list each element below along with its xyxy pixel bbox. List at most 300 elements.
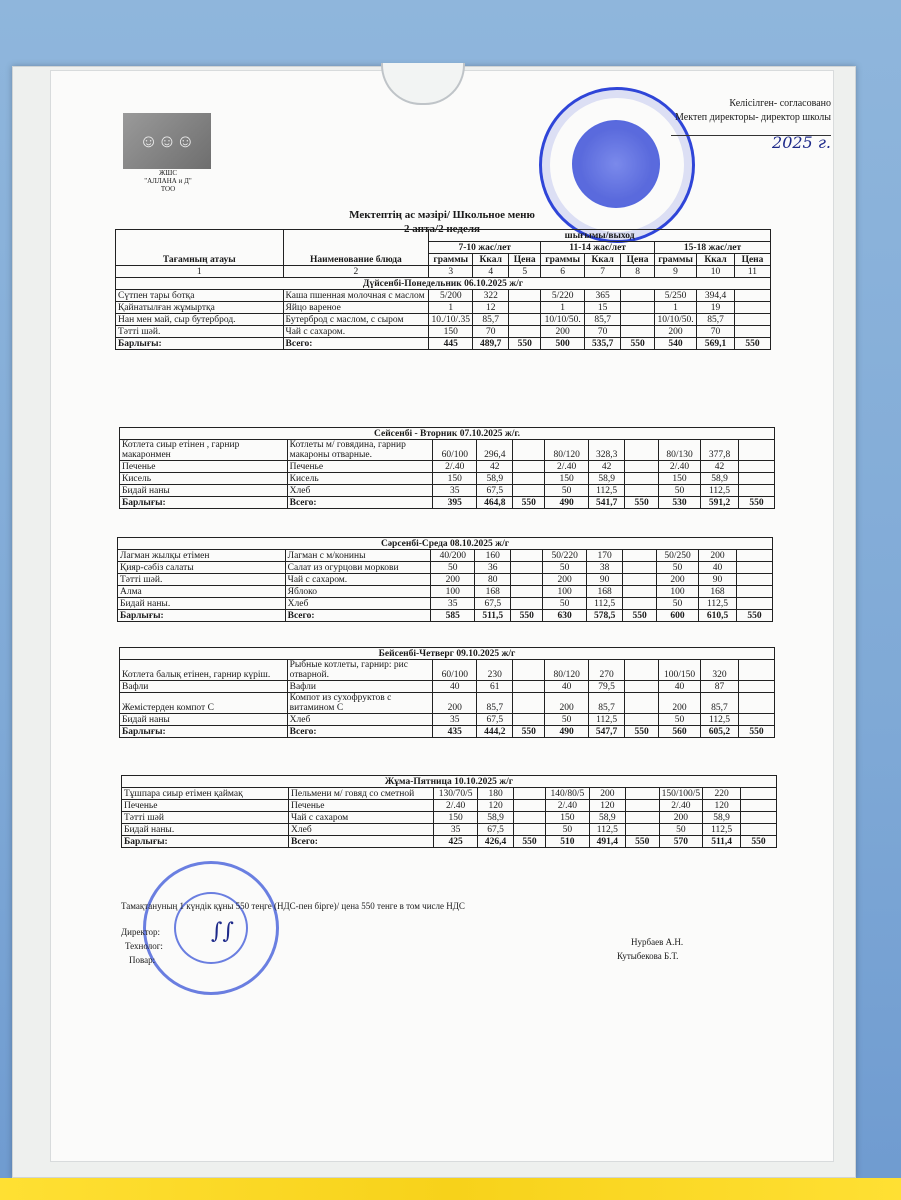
table-cell: 3 <box>429 266 473 278</box>
table-cell: 550 <box>625 497 659 509</box>
table-cell <box>623 598 657 610</box>
table-cell <box>738 681 774 693</box>
table-cell <box>623 574 657 586</box>
table-cell: 10./10/.35 <box>429 314 473 326</box>
table-cell: Қияр-сәбіз салаты <box>118 562 286 574</box>
table-cell: 445 <box>429 338 473 350</box>
table-cell: 100 <box>657 586 699 598</box>
logo-image: ☺☺☺ <box>123 113 211 169</box>
table-cell <box>625 812 659 824</box>
table-cell: 40 <box>699 562 737 574</box>
table-cell <box>513 681 545 693</box>
table-cell: Алма <box>118 586 286 598</box>
table-cell: 87 <box>701 681 739 693</box>
table-cell: 10/10/50. <box>541 314 585 326</box>
table-cell <box>514 812 546 824</box>
table-cell: 100 <box>431 586 475 598</box>
day-title: Сәрсенбі-Среда 08.10.2025 ж/г <box>118 538 773 550</box>
table-cell: 5/220 <box>541 290 585 302</box>
table-cell: Печенье <box>122 800 289 812</box>
table-cell: Кисель <box>287 473 433 485</box>
table-cell: 550 <box>741 836 777 848</box>
table-cell <box>625 800 659 812</box>
table-cell: 550 <box>509 338 541 350</box>
table-cell: 328,3 <box>589 440 625 461</box>
table-cell: Ккал <box>473 254 509 266</box>
table-cell <box>741 812 777 824</box>
table-cell <box>511 598 543 610</box>
table-cell <box>734 290 770 302</box>
table-cell: Бидай наны. <box>118 598 286 610</box>
table-row <box>116 302 771 314</box>
table-cell <box>625 824 659 836</box>
table-cell <box>511 562 543 574</box>
table-cell: 150 <box>659 473 701 485</box>
table-cell: 377,8 <box>701 440 739 461</box>
table-cell: 578,5 <box>587 610 623 622</box>
table-cell: 168 <box>699 586 737 598</box>
day-table <box>117 537 773 622</box>
table-cell: 220 <box>703 788 741 800</box>
table-cell: 80/120 <box>545 440 589 461</box>
table-cell: Печенье <box>120 461 288 473</box>
company-logo <box>123 113 213 201</box>
table-cell <box>623 586 657 598</box>
table-cell: 5/200 <box>429 290 473 302</box>
table-cell: 511,5 <box>475 610 511 622</box>
approval-line1: Келісілген- согласовано <box>729 98 831 109</box>
total-row <box>120 726 775 738</box>
table-cell <box>738 473 774 485</box>
table-cell: 60/100 <box>433 440 477 461</box>
table-cell: Всего: <box>287 726 433 738</box>
table-cell: 40 <box>545 681 589 693</box>
table-cell: 67,5 <box>477 714 513 726</box>
table-cell: 2/.40 <box>545 461 589 473</box>
table-cell <box>513 485 545 497</box>
table-cell <box>625 714 659 726</box>
logo-line1: ЖШС <box>158 169 177 177</box>
table-cell: 540 <box>655 338 697 350</box>
table-cell: Тұшпара сиыр етімен қаймақ <box>122 788 289 800</box>
table-cell: 150 <box>434 812 478 824</box>
table-row <box>120 473 775 485</box>
menu-sheet <box>50 70 834 1162</box>
table-cell: 8 <box>621 266 655 278</box>
table-cell <box>513 693 545 714</box>
table-cell: 79,5 <box>589 681 625 693</box>
table-cell: Вафли <box>287 681 433 693</box>
table-cell: 600 <box>657 610 699 622</box>
table-cell: 270 <box>589 660 625 681</box>
table-cell: 535,7 <box>585 338 621 350</box>
approval-date: 2025 г. <box>772 133 831 152</box>
table-cell: 58,9 <box>589 473 625 485</box>
table-cell <box>511 586 543 598</box>
table-cell: Всего: <box>285 610 431 622</box>
table-cell: Цена <box>509 254 541 266</box>
table-cell: 150/100/5 <box>659 788 703 800</box>
table-cell: Тәтті шәй <box>122 812 289 824</box>
table-cell: 7 <box>585 266 621 278</box>
table-cell: 200 <box>659 693 701 714</box>
table-cell <box>625 440 659 461</box>
table-cell <box>621 326 655 338</box>
table-cell: Котлеты м/ говядина, гарнир макароны отварные. <box>287 440 433 461</box>
table-cell <box>625 485 659 497</box>
table-cell: 570 <box>659 836 703 848</box>
table-cell <box>741 824 777 836</box>
table-cell <box>514 788 546 800</box>
table-cell: 550 <box>513 726 545 738</box>
table-cell: 12 <box>473 302 509 314</box>
table-cell <box>621 290 655 302</box>
table-cell: 50 <box>545 824 589 836</box>
table-cell <box>513 461 545 473</box>
table-cell <box>736 598 772 610</box>
table-cell: Чай с сахаром. <box>285 574 431 586</box>
day-table <box>119 647 775 738</box>
table-cell: граммы <box>655 254 697 266</box>
table-cell: 36 <box>475 562 511 574</box>
table-cell: 200 <box>431 574 475 586</box>
table-cell: Печенье <box>287 461 433 473</box>
table-cell <box>623 550 657 562</box>
table-cell: Всего: <box>283 338 429 350</box>
table-cell: 9 <box>655 266 697 278</box>
table-cell: 560 <box>659 726 701 738</box>
table-cell: 112,5 <box>701 485 739 497</box>
table-cell: Котлета балық етінен, гарнир күріш. <box>120 660 288 681</box>
table-cell: 550 <box>513 497 545 509</box>
table-cell: 200 <box>545 693 589 714</box>
table-cell: 170 <box>587 550 623 562</box>
approval-block <box>611 97 831 150</box>
table-cell <box>734 314 770 326</box>
table-row <box>120 440 775 461</box>
table-cell: 150 <box>433 473 477 485</box>
table-cell: 40/200 <box>431 550 475 562</box>
menu-title: Мектептің ас мәзірі/ Школьное меню <box>349 209 535 221</box>
table-cell: 15-18 жас/лет <box>655 242 771 254</box>
table-cell: Хлеб <box>285 598 431 610</box>
table-cell: Всего: <box>289 836 434 848</box>
table-cell <box>513 440 545 461</box>
table-cell: 50/250 <box>657 550 699 562</box>
table-cell: Бутерброд с маслом, с сыром <box>283 314 429 326</box>
table-cell: Наименование блюда <box>283 230 429 266</box>
table-cell: 200 <box>541 326 585 338</box>
price-note: Тамақтануның 1 күндік құны 550 теңге (НДС-пен бірге)/ цена 550 тенге в том числе НДС <box>121 901 465 911</box>
day-title: Жұма-Пятница 10.10.2025 ж/г <box>122 776 777 788</box>
table-cell: Сүтпен тары ботқа <box>116 290 284 302</box>
table-cell <box>738 660 774 681</box>
table-cell: 10 <box>697 266 735 278</box>
table-cell: 58,9 <box>477 473 513 485</box>
table-cell: Котлета сиыр етінен , гарнир макаронмен <box>120 440 288 461</box>
table-cell: 58,9 <box>589 812 625 824</box>
table-cell: 38 <box>587 562 623 574</box>
table-cell <box>514 800 546 812</box>
table-cell: 35 <box>433 485 477 497</box>
table-cell: 140/80/5 <box>545 788 589 800</box>
table-cell: 610,5 <box>699 610 737 622</box>
table-cell <box>736 550 772 562</box>
table-cell <box>738 714 774 726</box>
table-cell: 50 <box>659 824 703 836</box>
menu-subtitle: 2 апта/2 неделя <box>404 223 480 235</box>
table-cell: 5 <box>509 266 541 278</box>
table-cell <box>741 800 777 812</box>
table-cell <box>734 326 770 338</box>
table-cell: 464,8 <box>477 497 513 509</box>
table-cell: 150 <box>545 473 589 485</box>
table-row <box>120 693 775 714</box>
table-row <box>122 788 777 800</box>
table-cell: 90 <box>587 574 623 586</box>
table-cell: 7-10 жас/лет <box>429 242 541 254</box>
table-cell: граммы <box>541 254 585 266</box>
table-cell <box>509 326 541 338</box>
technologist-label: Технолог: <box>125 941 163 951</box>
table-cell: 85,7 <box>701 693 739 714</box>
sleeve-notch <box>381 63 465 105</box>
table-row <box>118 550 773 562</box>
table-cell: 444,2 <box>477 726 513 738</box>
table-cell: 550 <box>511 610 543 622</box>
table-cell: 550 <box>738 497 774 509</box>
table-cell: 50 <box>657 598 699 610</box>
table-cell: 112,5 <box>703 824 741 836</box>
table-cell: Бидай наны <box>120 485 288 497</box>
table-row <box>122 812 777 824</box>
table-row <box>120 714 775 726</box>
table-cell: 435 <box>433 726 477 738</box>
table-cell: 180 <box>478 788 514 800</box>
table-cell: 510 <box>545 836 589 848</box>
table-cell <box>513 714 545 726</box>
table-row <box>120 660 775 681</box>
table-cell <box>511 550 543 562</box>
table-cell: 19 <box>697 302 735 314</box>
table-cell: 200 <box>659 812 703 824</box>
table-cell <box>625 473 659 485</box>
table-cell: Рыбные котлеты, гарнир: рис отварной. <box>287 660 433 681</box>
table-cell: 50 <box>431 562 475 574</box>
table-cell: 50 <box>543 598 587 610</box>
table-cell: 58,9 <box>478 812 514 824</box>
table-cell: 120 <box>589 800 625 812</box>
table-row <box>118 586 773 598</box>
table-cell: Пельмени м/ говяд со сметной <box>289 788 434 800</box>
table-cell: Тағамның атауы <box>116 230 284 266</box>
table-cell: 2/.40 <box>434 800 478 812</box>
table-cell: Каша пшенная молочная с маслом <box>283 290 429 302</box>
table-cell: 200 <box>589 788 625 800</box>
table-cell: Салат из огурцови моркови <box>285 562 431 574</box>
total-row <box>116 338 771 350</box>
table-cell: 6 <box>541 266 585 278</box>
table-cell <box>625 693 659 714</box>
table-cell: 58,9 <box>701 473 739 485</box>
director-signature: ∫∫ <box>211 919 234 944</box>
table-cell: 500 <box>541 338 585 350</box>
table-cell: 547,7 <box>589 726 625 738</box>
table-cell: 112,5 <box>587 598 623 610</box>
table-cell: Хлеб <box>287 485 433 497</box>
logo-line3: ТОО <box>160 185 176 193</box>
total-row <box>118 610 773 622</box>
table-cell: 67,5 <box>475 598 511 610</box>
table-cell: Қайнатылған жұмыртқа <box>116 302 284 314</box>
table-cell: Хлеб <box>287 714 433 726</box>
table-cell: Нан мен май, сыр бутерброд. <box>116 314 284 326</box>
table-cell: Всего: <box>287 497 433 509</box>
table-cell: 200 <box>655 326 697 338</box>
table-cell: 426,4 <box>478 836 514 848</box>
director-label: Директор: <box>121 927 161 937</box>
day-title: Дүйсенбі-Понедельник 06.10.2025 ж/г <box>116 278 771 290</box>
table-cell: 100 <box>543 586 587 598</box>
logo-line2: "АЛЛАНА и Д" <box>144 177 192 185</box>
table-cell: 395 <box>433 497 477 509</box>
table-cell: 70 <box>585 326 621 338</box>
table-cell: 1 <box>429 302 473 314</box>
table-cell: 10/10/50. <box>655 314 697 326</box>
table-cell: 168 <box>587 586 623 598</box>
table-cell: 15 <box>585 302 621 314</box>
table-cell: Компот из сухофруктов с витамином С <box>287 693 433 714</box>
table-cell <box>625 660 659 681</box>
table-cell: 35 <box>431 598 475 610</box>
table-cell: 530 <box>659 497 701 509</box>
signer-name-2: Кутыбекова Б.Т. <box>617 951 679 961</box>
table-cell: 322 <box>473 290 509 302</box>
table-cell: 425 <box>434 836 478 848</box>
table-cell: 550 <box>736 610 772 622</box>
table-cell: 490 <box>545 726 589 738</box>
table-row <box>118 562 773 574</box>
table-cell: 67,5 <box>478 824 514 836</box>
table-cell: 85,7 <box>697 314 735 326</box>
table-cell: Бидай наны. <box>122 824 289 836</box>
table-cell: 150 <box>429 326 473 338</box>
table-cell: 489,7 <box>473 338 509 350</box>
table-cell <box>509 302 541 314</box>
table-cell: 112,5 <box>701 714 739 726</box>
table-cell: 50/220 <box>543 550 587 562</box>
table-cell: 550 <box>738 726 774 738</box>
table-cell <box>513 473 545 485</box>
table-cell: 61 <box>477 681 513 693</box>
table-cell: 85,7 <box>589 693 625 714</box>
table-cell: 60/100 <box>433 660 477 681</box>
table-cell: Печенье <box>289 800 434 812</box>
table-cell: 112,5 <box>589 714 625 726</box>
day-table <box>121 775 777 848</box>
table-cell <box>625 788 659 800</box>
table-cell <box>511 574 543 586</box>
table-cell: 550 <box>625 836 659 848</box>
table-cell: 42 <box>477 461 513 473</box>
table-cell <box>736 574 772 586</box>
table-cell: 50 <box>659 485 701 497</box>
table-cell <box>625 681 659 693</box>
table-cell: 120 <box>478 800 514 812</box>
table-cell: 80 <box>475 574 511 586</box>
table-row <box>122 824 777 836</box>
table-cell: 50 <box>545 485 589 497</box>
table-cell: 2/.40 <box>433 461 477 473</box>
table-cell: 100/150 <box>659 660 701 681</box>
table-cell: 2/.40 <box>659 461 701 473</box>
table-cell <box>738 485 774 497</box>
table-cell: Тәтті шәй. <box>116 326 284 338</box>
table-cell: 2 <box>283 266 429 278</box>
table-cell: 200 <box>657 574 699 586</box>
table-cell: 35 <box>433 714 477 726</box>
table-cell: 1 <box>116 266 284 278</box>
table-cell: 42 <box>701 461 739 473</box>
table-cell: Барлығы: <box>120 726 288 738</box>
table-cell: 11-14 жас/лет <box>541 242 655 254</box>
table-cell: 85,7 <box>585 314 621 326</box>
table-cell <box>741 788 777 800</box>
total-row <box>122 836 777 848</box>
day-title: Бейсенбі-Четверг 09.10.2025 ж/г <box>120 648 775 660</box>
table-cell: 605,2 <box>701 726 739 738</box>
table-cell: Яблоко <box>285 586 431 598</box>
table-cell: 1 <box>541 302 585 314</box>
table-cell: граммы <box>429 254 473 266</box>
table-cell: Лагман с м/конины <box>285 550 431 562</box>
table-cell <box>509 314 541 326</box>
day-table <box>119 427 775 509</box>
table-cell <box>738 693 774 714</box>
table-cell: 200 <box>699 550 737 562</box>
table-cell: 160 <box>475 550 511 562</box>
table-cell: Чай с сахаром. <box>283 326 429 338</box>
table-cell: 511,4 <box>703 836 741 848</box>
table-cell: Барлығы: <box>122 836 289 848</box>
day-table <box>115 229 771 350</box>
table-cell: 230 <box>477 660 513 681</box>
table-cell: шығымы/выход <box>429 230 771 242</box>
table-cell: 50 <box>545 714 589 726</box>
table-cell: 120 <box>703 800 741 812</box>
table-cell <box>738 440 774 461</box>
table-cell: 130/70/5 <box>434 788 478 800</box>
approval-line2: Мектеп директоры- директор школы <box>675 112 831 123</box>
table-cell: Бидай наны <box>120 714 288 726</box>
table-cell <box>623 562 657 574</box>
table-cell: 40 <box>433 681 477 693</box>
table-cell: 296,4 <box>477 440 513 461</box>
table-cell: 365 <box>585 290 621 302</box>
day-title: Сейсенбі - Вторник 07.10.2025 ж/г. <box>120 428 775 440</box>
table-cell: Хлеб <box>289 824 434 836</box>
table-row <box>116 314 771 326</box>
table-cell <box>738 461 774 473</box>
table-row <box>120 681 775 693</box>
table-cell: Цена <box>621 254 655 266</box>
table-cell: Ккал <box>585 254 621 266</box>
table-cell: 70 <box>473 326 509 338</box>
table-cell: 320 <box>701 660 739 681</box>
table-cell: 200 <box>543 574 587 586</box>
table-cell <box>734 302 770 314</box>
table-row <box>118 574 773 586</box>
